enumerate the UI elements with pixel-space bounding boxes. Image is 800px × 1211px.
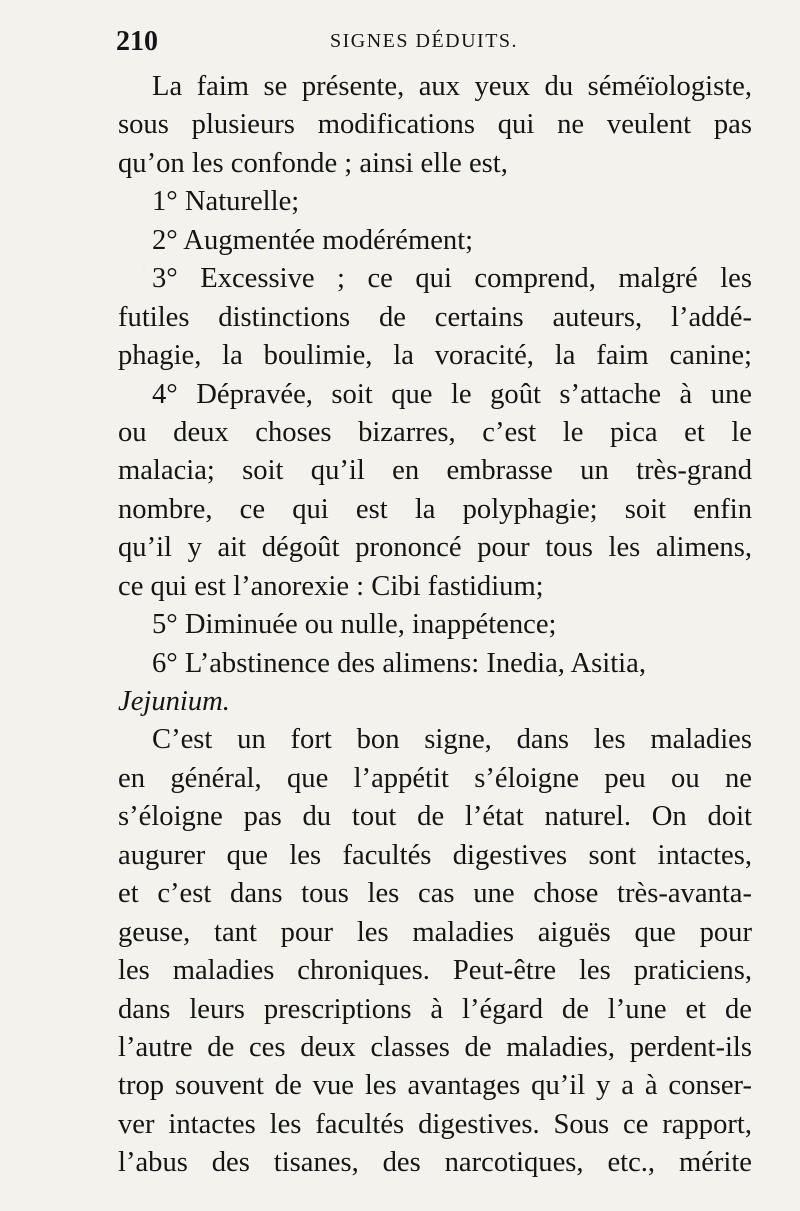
text-line: sous plusieurs modifications qui ne veulent pas xyxy=(118,109,752,141)
running-title: SIGNES DÉDUITS. xyxy=(330,30,519,52)
text-line: 4° Dépravée, soit que le goût s’attache à une xyxy=(152,378,752,410)
text-line: phagie, la boulimie, la voracité, la faim canine; xyxy=(118,340,752,372)
text-line: 1° Naturelle; xyxy=(152,186,300,218)
text-line: trop souvent de vue les avantages qu’il y a à conser- xyxy=(118,1070,752,1102)
text-line: 5° Diminuée ou nulle, inappétence; xyxy=(152,609,557,641)
text-line: 6° L’abstinence des alimens: Inedia, Asitia, xyxy=(152,647,646,679)
text-line: l’autre de ces deux classes de maladies, perdent-ils xyxy=(118,1031,752,1063)
text-line: dans leurs prescriptions à l’égard de l’une et de xyxy=(118,993,752,1025)
text-line: l’abus des tisanes, des narcotiques, etc., mérite xyxy=(118,1147,752,1179)
text-line: et c’est dans tous les cas une chose très-avanta- xyxy=(118,878,752,910)
text-line: qu’il y ait dégoût prononcé pour tous les alimens, xyxy=(118,532,752,564)
text-line: Jejunium. xyxy=(118,686,230,717)
text-line: augurer que les facultés digestives sont intactes, xyxy=(118,839,752,871)
text-line: C’est un fort bon signe, dans les maladies xyxy=(152,724,752,756)
text-line: ver intactes les facultés digestives. Sous ce rapport, xyxy=(118,1108,752,1140)
text-line: les maladies chroniques. Peut-être les praticiens, xyxy=(118,955,752,987)
text-line: futiles distinctions de certains auteurs, l’addé- xyxy=(118,301,752,333)
text-line: nombre, ce qui est la polyphagie; soit enfin xyxy=(118,493,752,525)
page-header xyxy=(116,22,756,58)
text-line: ce qui est l’anorexie : Cibi fastidium; xyxy=(118,570,544,602)
text-line: en général, que l’appétit s’éloigne peu ou ne xyxy=(118,762,752,794)
text-line: geuse, tant pour les maladies aiguës que pour xyxy=(118,916,752,948)
text-line: malacia; soit qu’il en embrasse un très-grand xyxy=(118,455,752,487)
text-line: ou deux choses bizarres, c’est le pica et le xyxy=(118,416,752,448)
page-number: 210 xyxy=(116,26,158,57)
text-line: s’éloigne pas du tout de l’état naturel. On doit xyxy=(118,801,752,833)
text-line: qu’on les confonde ; ainsi elle est, xyxy=(118,147,508,179)
text-line: 3° Excessive ; ce qui comprend, malgré les xyxy=(152,263,752,295)
text-line: La faim se présente, aux yeux du séméïologiste, xyxy=(152,71,752,102)
text-line: 2° Augmentée modérément; xyxy=(152,224,474,256)
body-text xyxy=(118,68,752,1183)
